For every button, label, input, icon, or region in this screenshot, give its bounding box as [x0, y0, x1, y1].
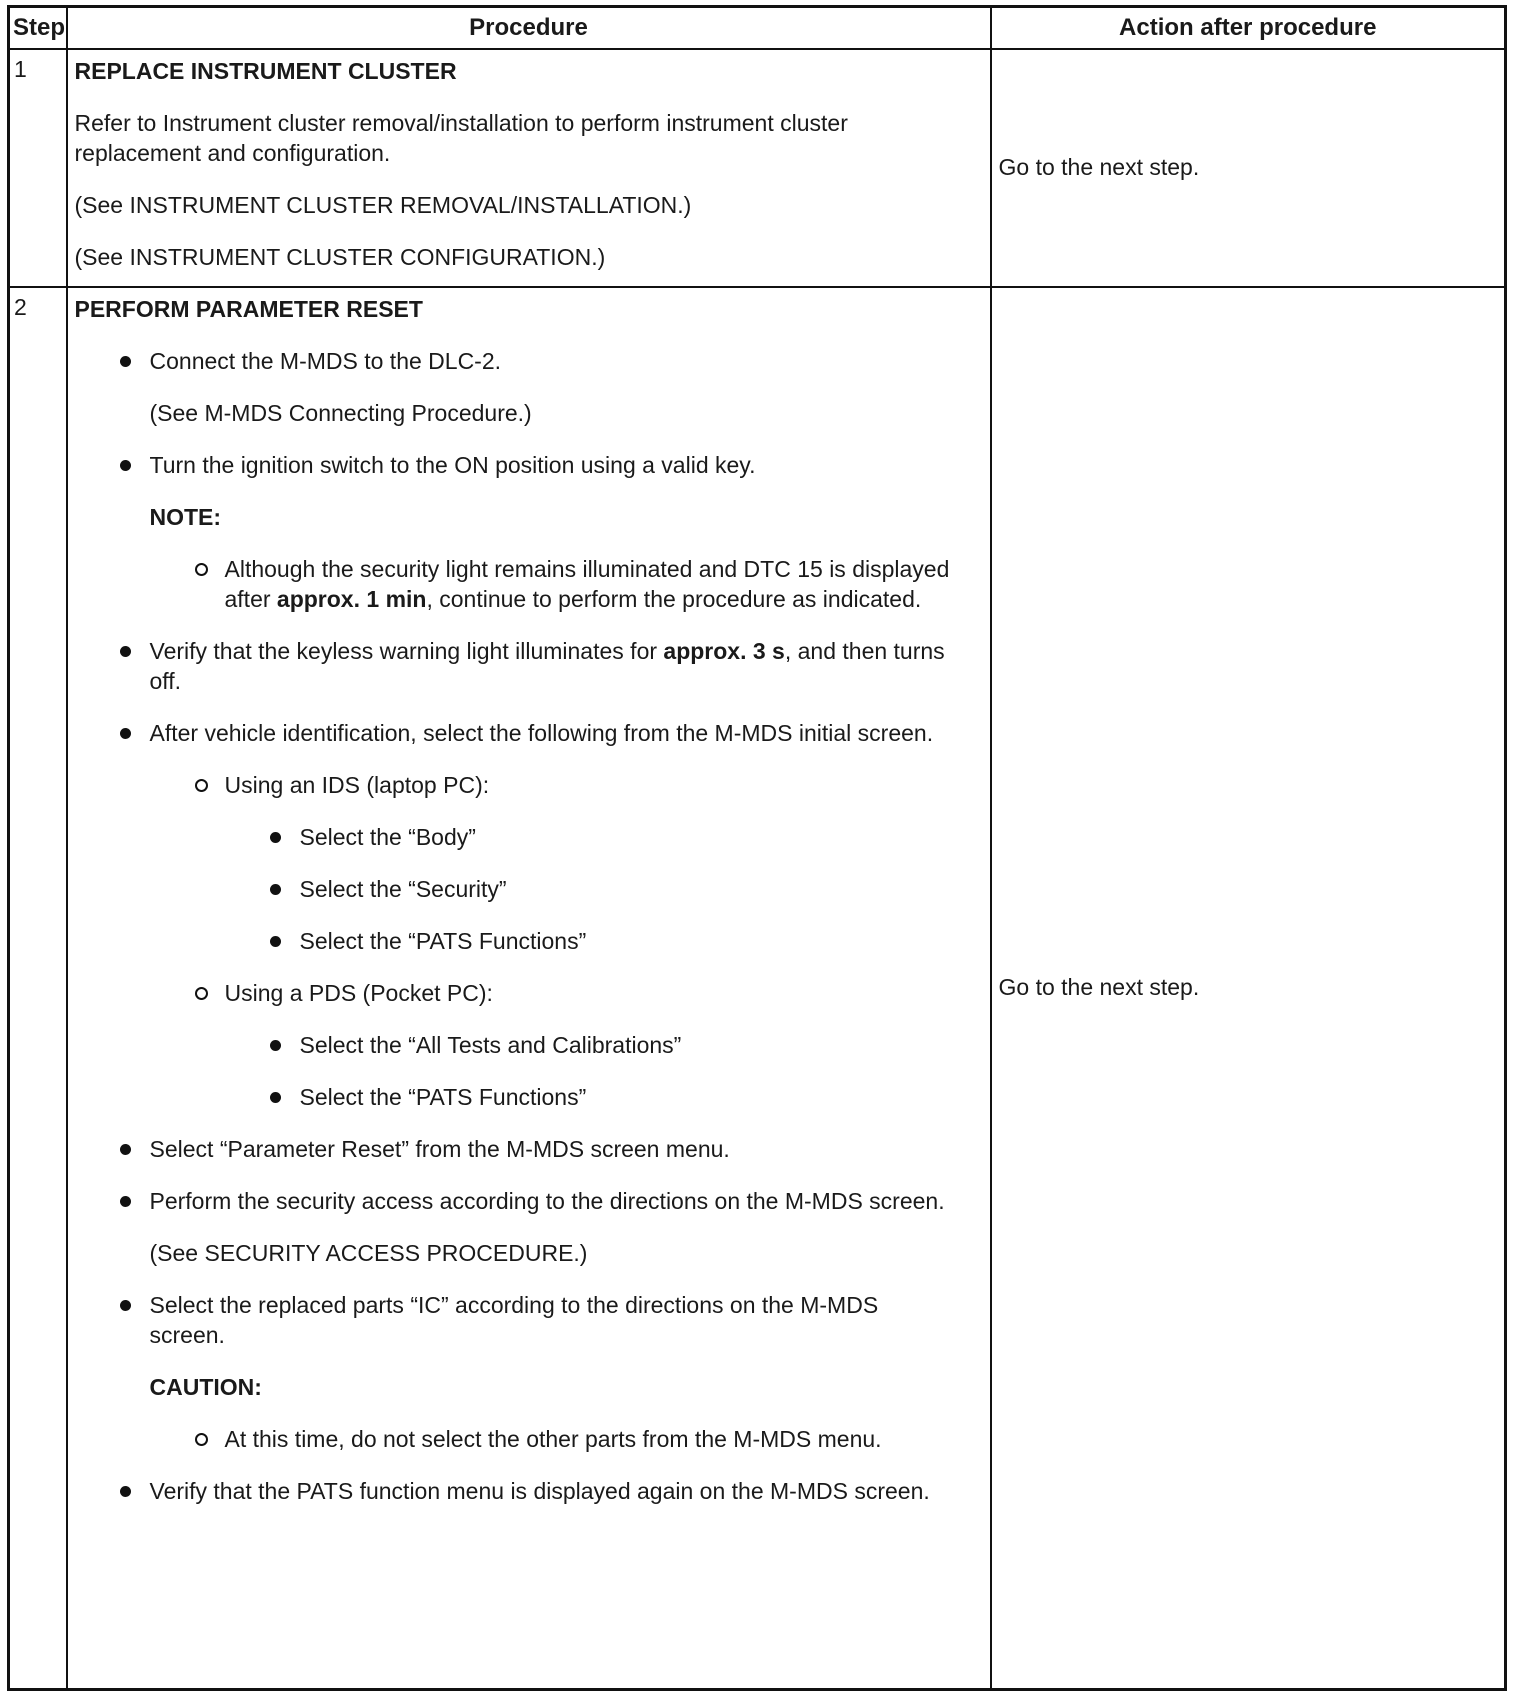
step-2-action: Go to the next step.	[991, 287, 1506, 1690]
list-item: Turn the ignition switch to the ON position using a valid key.	[75, 450, 960, 480]
bullet-icon	[120, 1486, 131, 1497]
step-1-action: Go to the next step.	[991, 49, 1506, 287]
step-2-title: PERFORM PARAMETER RESET	[74, 295, 423, 322]
note-label: NOTE:	[149, 503, 222, 530]
bullet-icon	[120, 646, 131, 657]
step-1-row	[9, 49, 1506, 287]
list-item: Select “Parameter Reset” from the M-MDS screen menu.	[75, 1134, 960, 1164]
step-2-number: 2	[9, 287, 67, 1690]
circle-bullet-icon	[195, 987, 208, 1000]
list-item: After vehicle identification, select the following from the M-MDS initial screen.	[75, 718, 960, 748]
list-item: Connect the M-MDS to the DLC-2.	[75, 346, 960, 376]
bullet-icon	[270, 936, 281, 947]
list-item: Perform the security access according to the directions on the M-MDS screen.	[75, 1186, 960, 1216]
bullet-icon	[270, 1040, 281, 1051]
reference-text: (See SECURITY ACCESS PROCEDURE.)	[149, 1239, 588, 1266]
step-1-text: Refer to Instrument cluster removal/installation to perform instrument cluster replacement and configuration.	[74, 109, 848, 166]
procedure-table	[7, 5, 1507, 1691]
bullet-icon	[120, 1144, 131, 1155]
circle-bullet-icon	[195, 1433, 208, 1446]
bullet-icon	[120, 728, 131, 739]
header-row	[9, 7, 1506, 49]
note-item: Although the security light remains illuminated and DTC 15 is displayed after approx. 1 min, continue to perform the procedure as indicated.	[75, 554, 960, 614]
bullet-icon	[120, 1300, 131, 1311]
header-action: Action after procedure	[991, 7, 1506, 49]
sub-sub-list-item: Select the “Body”	[75, 822, 960, 852]
bullet-icon	[270, 832, 281, 843]
circle-bullet-icon	[195, 563, 208, 576]
sub-sub-list-item: Select the “PATS Functions”	[75, 1082, 960, 1112]
step-1-ref-configuration: (See INSTRUMENT CLUSTER CONFIGURATION.)	[74, 243, 606, 270]
bullet-icon	[120, 460, 131, 471]
bullet-icon	[120, 356, 131, 367]
bullet-icon	[270, 884, 281, 895]
step-2-row	[9, 287, 1506, 1690]
header-step: Step	[9, 7, 67, 49]
bullet-icon	[120, 1196, 131, 1207]
sub-list-item: Using a PDS (Pocket PC):	[75, 978, 960, 1008]
caution-label: CAUTION:	[149, 1373, 262, 1400]
bullet-icon	[270, 1092, 281, 1103]
step-1-title: REPLACE INSTRUMENT CLUSTER	[74, 57, 457, 84]
list-item: Verify that the PATS function menu is displayed again on the M-MDS screen.	[75, 1476, 960, 1506]
sub-sub-list-item: Select the “PATS Functions”	[75, 926, 960, 956]
step-1-procedure	[67, 49, 991, 287]
circle-bullet-icon	[195, 779, 208, 792]
list-item: Verify that the keyless warning light illuminates for approx. 3 s, and then turns off.	[75, 636, 960, 696]
caution-item: At this time, do not select the other parts from the M-MDS menu.	[75, 1424, 960, 1454]
sub-sub-list-item: Select the “Security”	[75, 874, 960, 904]
reference-text: (See M-MDS Connecting Procedure.)	[149, 399, 532, 426]
header-procedure: Procedure	[67, 7, 991, 49]
step-1-number: 1	[9, 49, 67, 287]
step-1-ref-removal: (See INSTRUMENT CLUSTER REMOVAL/INSTALLATION.)	[74, 191, 692, 218]
list-item: Select the replaced parts “IC” according to the directions on the M-MDS screen.	[75, 1290, 960, 1350]
step-2-procedure	[67, 287, 991, 1690]
sub-sub-list-item: Select the “All Tests and Calibrations”	[75, 1030, 960, 1060]
sub-list-item: Using an IDS (laptop PC):	[75, 770, 960, 800]
